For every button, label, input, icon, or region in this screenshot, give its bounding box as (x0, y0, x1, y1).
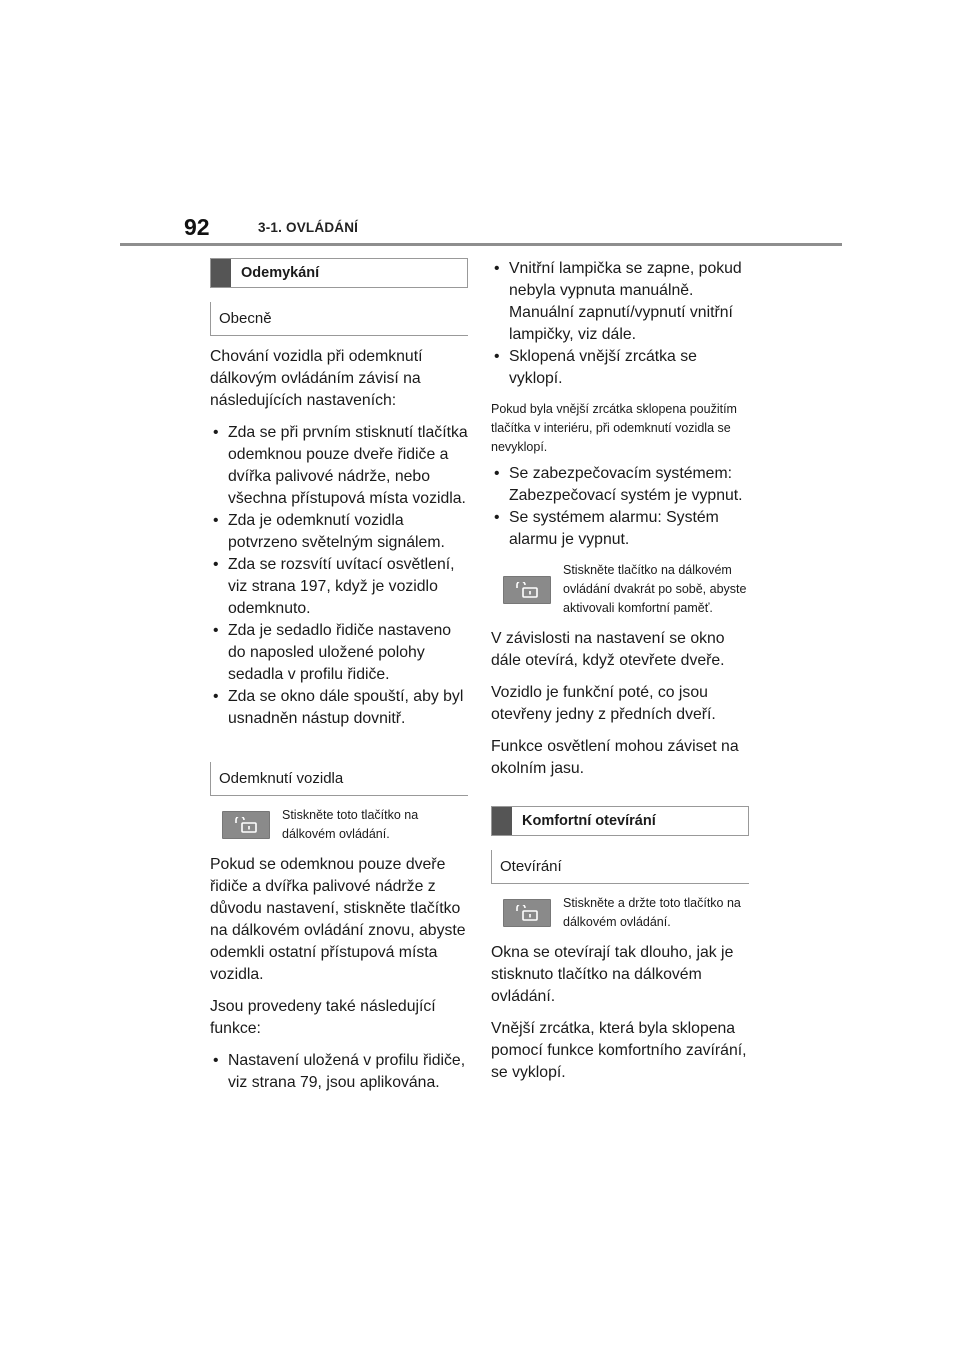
right-column (491, 258, 749, 1094)
paragraph: Pokud se odemknou pouze dveře řidiče a dvířka palivové nádrže z důvodu nastavení, stiskněte tlačítko na dálkovém ovládání znovu, abyste odemkli ostatní přístupová místa vozidla. (210, 856, 466, 983)
list-item: • Vnitřní lampička se zapne, pokud nebyla vypnuta manuálně. Manuální zapnutí/vypnutí vnitřní lampičky, viz dále. (491, 258, 749, 346)
list-item: • Se zabezpečovacím systémem: Zabezpečovací systém je vypnut. (491, 463, 749, 507)
list-item: • Zda se rozsvítí uvítací osvětlení, viz strana 197, když je vozidlo odemknuto. (210, 554, 468, 620)
paragraph: Vozidlo je funkční poté, co jsou otevřeny jedny z předních dveří. (491, 684, 716, 723)
subsection-general: Obecně (210, 302, 468, 336)
note-paragraph: Pokud byla vnější zrcátka sklopena použitím tlačítka v interiéru, při odemknutí vozidla se nevyklopí. (491, 402, 737, 454)
bullet-list (491, 258, 749, 390)
bullet-list (210, 422, 468, 730)
icon-caption: Stiskněte tlačítko na dálkovém ovládání dvakrát po sobě, abyste aktivovali komfortní paměť. (563, 563, 747, 615)
subsection-unlock-vehicle: Odemknutí vozidla (210, 762, 468, 796)
unlock-icon (503, 899, 551, 927)
icon-instruction (491, 894, 749, 932)
paragraph: Chování vozidla při odemknutí dálkovým ovládáním závisí na následujících nastaveních: (210, 348, 423, 409)
page-number: 92 (184, 214, 210, 240)
section-title: Komfortní otevírání (522, 813, 656, 829)
icon-instruction (210, 806, 468, 844)
paragraph: Okna se otevírají tak dlouho, jak je stisknuto tlačítko na dálkovém ovládání. (491, 944, 734, 1005)
paragraph: V závislosti na nastavení se okno dále otevírá, když otevřete dveře. (491, 630, 725, 669)
unlock-icon (222, 811, 270, 839)
icon-caption: Stiskněte toto tlačítko na dálkovém ovládání. (282, 808, 419, 841)
section-header-unlocking (210, 258, 468, 288)
paragraph: Jsou provedeny také následující funkce: (210, 998, 436, 1037)
list-item: • Nastavení uložená v profilu řidiče, viz strana 79, jsou aplikována. (210, 1050, 468, 1094)
list-item: • Zda se okno dále spouští, aby byl usnadněn nástup dovnitř. (210, 686, 468, 730)
section-header-comfort-opening (491, 806, 749, 836)
section-marker (492, 807, 512, 835)
section-marker (211, 259, 231, 287)
list-item: • Zda je sedadlo řidiče nastaveno do naposled uložené polohy sedadla v profilu řidiče. (210, 620, 468, 686)
subsection-opening: Otevírání (491, 850, 749, 884)
list-item: • Se systémem alarmu: Systém alarmu je vypnut. (491, 507, 749, 551)
icon-caption: Stiskněte a držte toto tlačítko na dálkovém ovládání. (563, 896, 741, 929)
header-rule (120, 243, 842, 246)
list-item: • Sklopená vnější zrcátka se vyklopí. (491, 346, 749, 390)
unlock-icon (503, 576, 551, 604)
left-column (210, 258, 468, 1104)
icon-instruction (491, 561, 749, 618)
bullet-list (491, 463, 749, 551)
paragraph: Vnější zrcátka, která byla sklopena pomocí funkce komfortního zavírání, se vyklopí. (491, 1020, 747, 1081)
chapter-title: 3-1. OVLÁDÁNÍ (258, 220, 359, 235)
section-title: Odemykání (241, 265, 320, 281)
list-item: • Zda se při prvním stisknutí tlačítka odemknou pouze dveře řidiče a dvířka palivové nádrže, nebo všechna přístupová místa vozidla. (210, 422, 468, 510)
paragraph: Funkce osvětlení mohou záviset na okolním jasu. (491, 738, 739, 777)
list-item: • Zda je odemknutí vozidla potvrzeno světelným signálem. (210, 510, 468, 554)
bullet-list (210, 1050, 468, 1094)
